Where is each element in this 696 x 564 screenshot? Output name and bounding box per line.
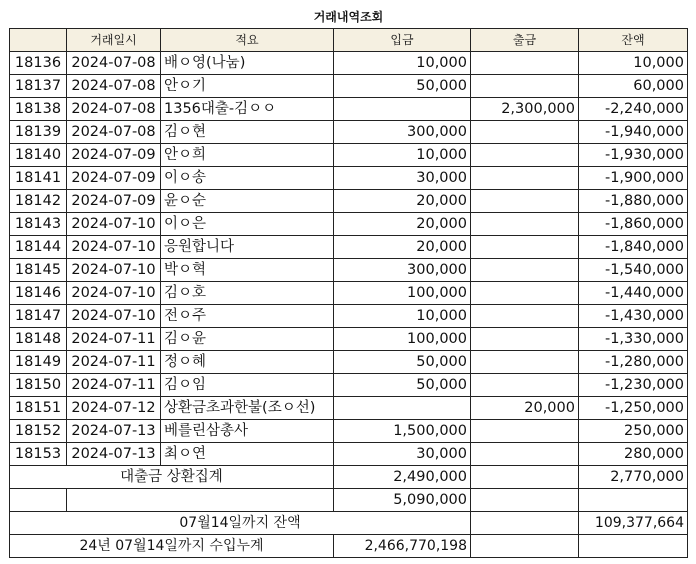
footer-balance-empty [471,512,579,535]
footer-income-row [10,535,688,558]
row-memo: 배ㅇ영(나눔) [161,52,334,75]
total-deposit: 5,090,000 [334,489,471,512]
summary-deposit: 2,490,000 [334,466,471,489]
row-withdrawal: 20,000 [471,397,579,420]
transaction-table [9,6,688,558]
row-deposit: 300,000 [334,121,471,144]
row-no: 18151 [10,397,67,420]
row-no: 18137 [10,75,67,98]
table-row [10,213,688,236]
total-row [10,489,688,512]
title-row [10,6,688,29]
row-memo: 정ㅇ혜 [161,351,334,374]
row-deposit: 1,500,000 [334,420,471,443]
row-date: 2024-07-13 [67,420,161,443]
header-date: 거래일시 [67,29,161,52]
row-date: 2024-07-10 [67,282,161,305]
row-date: 2024-07-11 [67,328,161,351]
row-withdrawal [471,420,579,443]
row-memo: 이ㅇ송 [161,167,334,190]
row-memo: 베를린삼총사 [161,420,334,443]
table-row [10,328,688,351]
row-memo: 최ㅇ연 [161,443,334,466]
row-balance: -1,860,000 [579,213,688,236]
summary-empty-cell [471,466,579,489]
header-no [10,29,67,52]
table-row [10,443,688,466]
row-no: 18147 [10,305,67,328]
row-withdrawal [471,167,579,190]
row-memo: 윤ㅇ순 [161,190,334,213]
row-deposit [334,98,471,121]
row-date: 2024-07-11 [67,374,161,397]
total-empty-withdrawal [471,489,579,512]
row-no: 18145 [10,259,67,282]
row-date: 2024-07-10 [67,305,161,328]
total-empty-label [67,489,334,512]
row-date: 2024-07-10 [67,236,161,259]
header-row [10,29,688,52]
row-no: 18136 [10,52,67,75]
row-withdrawal: 2,300,000 [471,98,579,121]
row-withdrawal [471,328,579,351]
row-deposit: 20,000 [334,236,471,259]
row-balance: -1,880,000 [579,190,688,213]
row-balance: 60,000 [579,75,688,98]
row-memo: 김ㅇ윤 [161,328,334,351]
row-date: 2024-07-08 [67,98,161,121]
summary-balance: 2,770,000 [579,466,688,489]
row-balance: -1,440,000 [579,282,688,305]
row-no: 18150 [10,374,67,397]
row-memo: 안ㅇ기 [161,75,334,98]
row-deposit: 10,000 [334,52,471,75]
row-no: 18138 [10,98,67,121]
table-row [10,351,688,374]
footer-balance-value: 109,377,664 [579,512,688,535]
row-no: 18143 [10,213,67,236]
row-withdrawal [471,351,579,374]
row-balance: -1,900,000 [579,167,688,190]
table-row [10,98,688,121]
row-date: 2024-07-09 [67,167,161,190]
row-date: 2024-07-12 [67,397,161,420]
row-date: 2024-07-11 [67,351,161,374]
row-deposit: 20,000 [334,190,471,213]
row-no: 18149 [10,351,67,374]
footer-balance-label: 07월14일까지 잔액 [10,512,471,535]
row-withdrawal [471,282,579,305]
row-balance: -2,240,000 [579,98,688,121]
table-row [10,167,688,190]
row-date: 2024-07-09 [67,144,161,167]
row-withdrawal [471,144,579,167]
row-no: 18152 [10,420,67,443]
row-no: 18148 [10,328,67,351]
row-deposit: 50,000 [334,374,471,397]
row-memo: 전ㅇ주 [161,305,334,328]
row-no: 18146 [10,282,67,305]
row-balance: -1,540,000 [579,259,688,282]
row-no: 18141 [10,167,67,190]
table-row [10,305,688,328]
row-memo: 김ㅇ호 [161,282,334,305]
row-deposit: 50,000 [334,351,471,374]
row-balance: 250,000 [579,420,688,443]
row-no: 18142 [10,190,67,213]
row-withdrawal [471,121,579,144]
table-row [10,52,688,75]
row-balance: -1,280,000 [579,351,688,374]
row-balance: -1,940,000 [579,121,688,144]
row-memo: 안ㅇ희 [161,144,334,167]
total-empty-balance [579,489,688,512]
header-balance: 잔액 [579,29,688,52]
footer-income-empty-1 [471,535,579,558]
row-deposit: 100,000 [334,328,471,351]
table-row [10,236,688,259]
table-row [10,374,688,397]
summary-row [10,466,688,489]
row-balance: -1,230,000 [579,374,688,397]
header-withdrawal: 출금 [471,29,579,52]
row-deposit: 100,000 [334,282,471,305]
row-deposit [334,397,471,420]
table-row [10,259,688,282]
table-row [10,144,688,167]
row-memo: 박ㅇ혁 [161,259,334,282]
row-memo: 응원합니다 [161,236,334,259]
footer-income-empty-2 [579,535,688,558]
row-no: 18153 [10,443,67,466]
row-no: 18140 [10,144,67,167]
header-deposit: 입금 [334,29,471,52]
table-row [10,282,688,305]
row-balance: 280,000 [579,443,688,466]
sheet-title: 거래내역조회 [313,10,384,24]
row-deposit: 300,000 [334,259,471,282]
row-withdrawal [471,236,579,259]
row-balance: -1,430,000 [579,305,688,328]
row-memo: 1356대출-김ㅇㅇ [161,98,334,121]
footer-income-label: 24년 07월14일까지 수입누계 [10,535,334,558]
table-row [10,420,688,443]
row-deposit: 20,000 [334,213,471,236]
row-deposit: 10,000 [334,305,471,328]
row-withdrawal [471,190,579,213]
row-date: 2024-07-08 [67,75,161,98]
summary-label: 대출금 상환집계 [10,466,334,489]
table-row [10,121,688,144]
table-row [10,397,688,420]
footer-income-value: 2,466,770,198 [334,535,471,558]
row-date: 2024-07-08 [67,52,161,75]
table-row [10,190,688,213]
row-balance: -1,840,000 [579,236,688,259]
header-memo: 적요 [161,29,334,52]
row-date: 2024-07-13 [67,443,161,466]
row-memo: 김ㅇ임 [161,374,334,397]
row-deposit: 30,000 [334,443,471,466]
row-date: 2024-07-08 [67,121,161,144]
footer-balance-row [10,512,688,535]
row-withdrawal [471,213,579,236]
row-balance: -1,250,000 [579,397,688,420]
row-deposit: 10,000 [334,144,471,167]
row-balance: -1,930,000 [579,144,688,167]
row-balance: 10,000 [579,52,688,75]
table-row [10,75,688,98]
row-date: 2024-07-10 [67,213,161,236]
row-withdrawal [471,52,579,75]
row-withdrawal [471,374,579,397]
total-empty-no [10,489,67,512]
rows-body [10,52,688,466]
row-memo: 이ㅇ은 [161,213,334,236]
row-withdrawal [471,443,579,466]
row-deposit: 30,000 [334,167,471,190]
row-withdrawal [471,259,579,282]
row-no: 18139 [10,121,67,144]
transaction-sheet [9,6,687,558]
row-memo: 김ㅇ현 [161,121,334,144]
row-balance: -1,330,000 [579,328,688,351]
row-deposit: 50,000 [334,75,471,98]
row-withdrawal [471,305,579,328]
row-withdrawal [471,75,579,98]
row-date: 2024-07-09 [67,190,161,213]
row-memo: 상환금초과한불(조ㅇ선) [161,397,334,420]
row-date: 2024-07-10 [67,259,161,282]
row-no: 18144 [10,236,67,259]
